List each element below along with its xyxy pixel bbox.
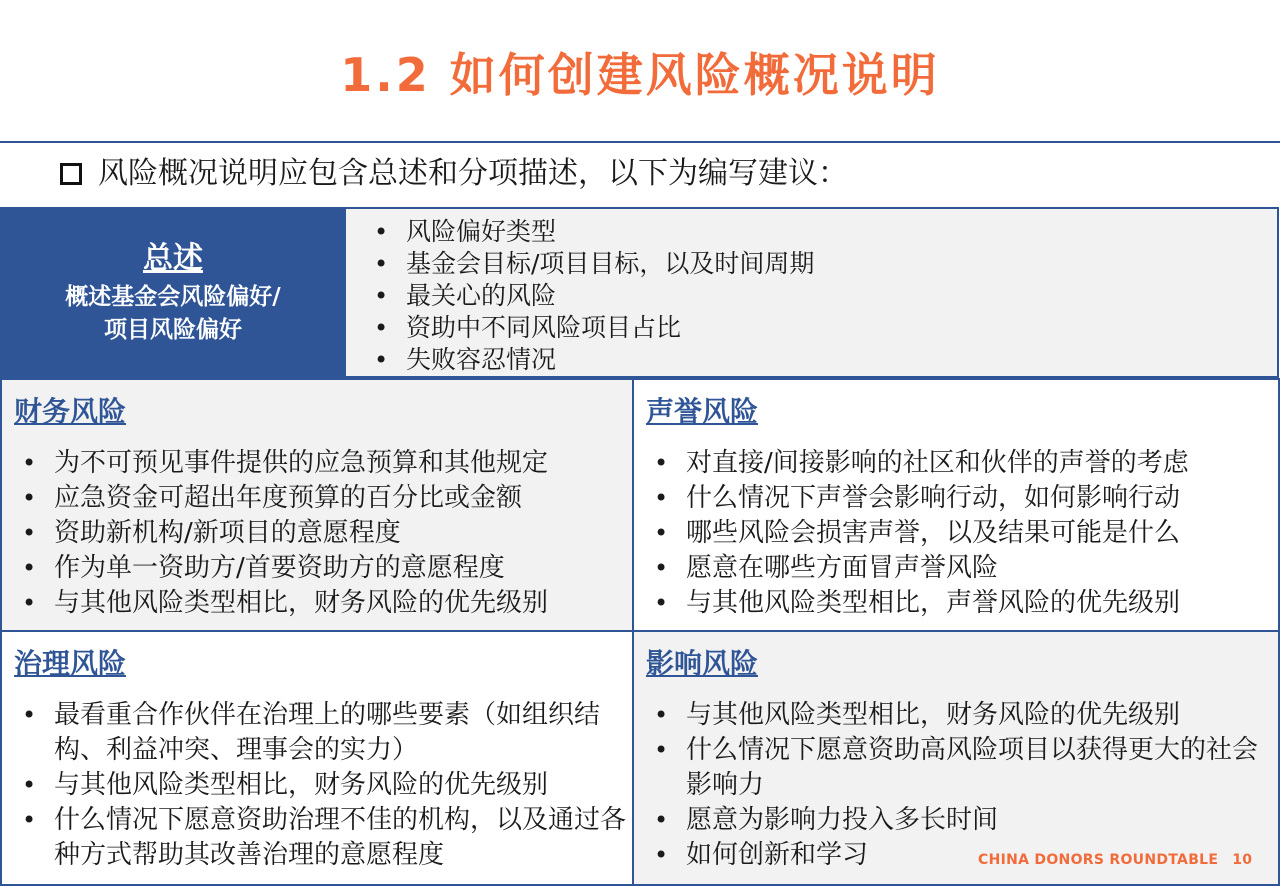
financial-risk-heading[interactable]: 财务风险	[14, 395, 127, 428]
financial-risk-list	[8, 446, 626, 621]
governance-risk-heading[interactable]: 治理风险	[14, 647, 127, 680]
list-item: • 与其他风险类型相比，财务风险的优先级别	[8, 586, 626, 621]
list-item: • 什么情况下愿意资助高风险项目以获得更大的社会影响力	[640, 733, 1272, 803]
list-item: • 最关心的风险	[360, 280, 814, 312]
reputation-risk-panel	[632, 378, 1280, 632]
summary-heading[interactable]: 总述	[143, 240, 203, 276]
list-item: • 哪些风险会损害声誉，以及结果可能是什么	[640, 516, 1272, 551]
governance-risk-panel	[0, 630, 634, 886]
list-item: • 应急资金可超出年度预算的百分比或金额	[8, 481, 626, 516]
summary-panel	[0, 207, 346, 378]
list-item: • 基金会目标/项目目标，以及时间周期	[360, 248, 814, 280]
list-item: • 愿意为影响力投入多长时间	[640, 803, 1272, 838]
intro-text: 风险概况说明应包含总述和分项描述，以下为编写建议：	[98, 156, 848, 191]
list-item: • 与其他风险类型相比，财务风险的优先级别	[8, 768, 626, 803]
page-number: 10	[1232, 852, 1253, 868]
list-item: • 与其他风险类型相比，财务风险的优先级别	[640, 698, 1272, 733]
list-item: • 愿意在哪些方面冒声誉风险	[640, 551, 1272, 586]
list-item: • 什么情况下愿意资助治理不佳的机构，以及通过各种方式帮助其改善治理的意愿程度	[8, 803, 626, 873]
financial-risk-panel	[0, 378, 634, 632]
list-item: • 如何创新和学习	[640, 838, 1272, 873]
impact-risk-heading[interactable]: 影响风险	[646, 647, 759, 680]
list-item: • 对直接/间接影响的社区和伙伴的声誉的考虑	[640, 446, 1272, 481]
list-item: • 什么情况下声誉会影响行动，如何影响行动	[640, 481, 1272, 516]
title-divider	[0, 141, 1280, 143]
list-item: • 资助新机构/新项目的意愿程度	[8, 516, 626, 551]
impact-risk-panel	[632, 630, 1280, 886]
reputation-risk-heading[interactable]: 声誉风险	[646, 395, 759, 428]
impact-risk-list	[640, 698, 1272, 873]
summary-list-panel	[346, 207, 1279, 378]
intro-line	[60, 152, 848, 196]
footer-org: CHINA DONORS ROUNDTABLE	[978, 852, 1219, 868]
summary-list	[360, 216, 814, 376]
list-item: • 失败容忍情况	[360, 344, 814, 376]
footer	[978, 852, 1252, 868]
governance-risk-list	[8, 698, 626, 873]
summary-desc-line: 概述基金会风险偏好/	[65, 283, 281, 310]
checkbox-bullet-icon	[60, 163, 82, 185]
page-title: 1.2 如何创建风险概况说明	[340, 48, 940, 102]
list-item: • 资助中不同风险项目占比	[360, 312, 814, 344]
summary-desc-line: 项目风险偏好	[104, 316, 242, 343]
reputation-risk-list	[640, 446, 1272, 621]
list-item: • 作为单一资助方/首要资助方的意愿程度	[8, 551, 626, 586]
list-item: • 与其他风险类型相比，声誉风险的优先级别	[640, 586, 1272, 621]
list-item: • 最看重合作伙伴在治理上的哪些要素（如组织结构、利益冲突、理事会的实力）	[8, 698, 626, 768]
list-item: • 为不可预见事件提供的应急预算和其他规定	[8, 446, 626, 481]
list-item: • 风险偏好类型	[360, 216, 814, 248]
summary-description	[65, 281, 280, 347]
